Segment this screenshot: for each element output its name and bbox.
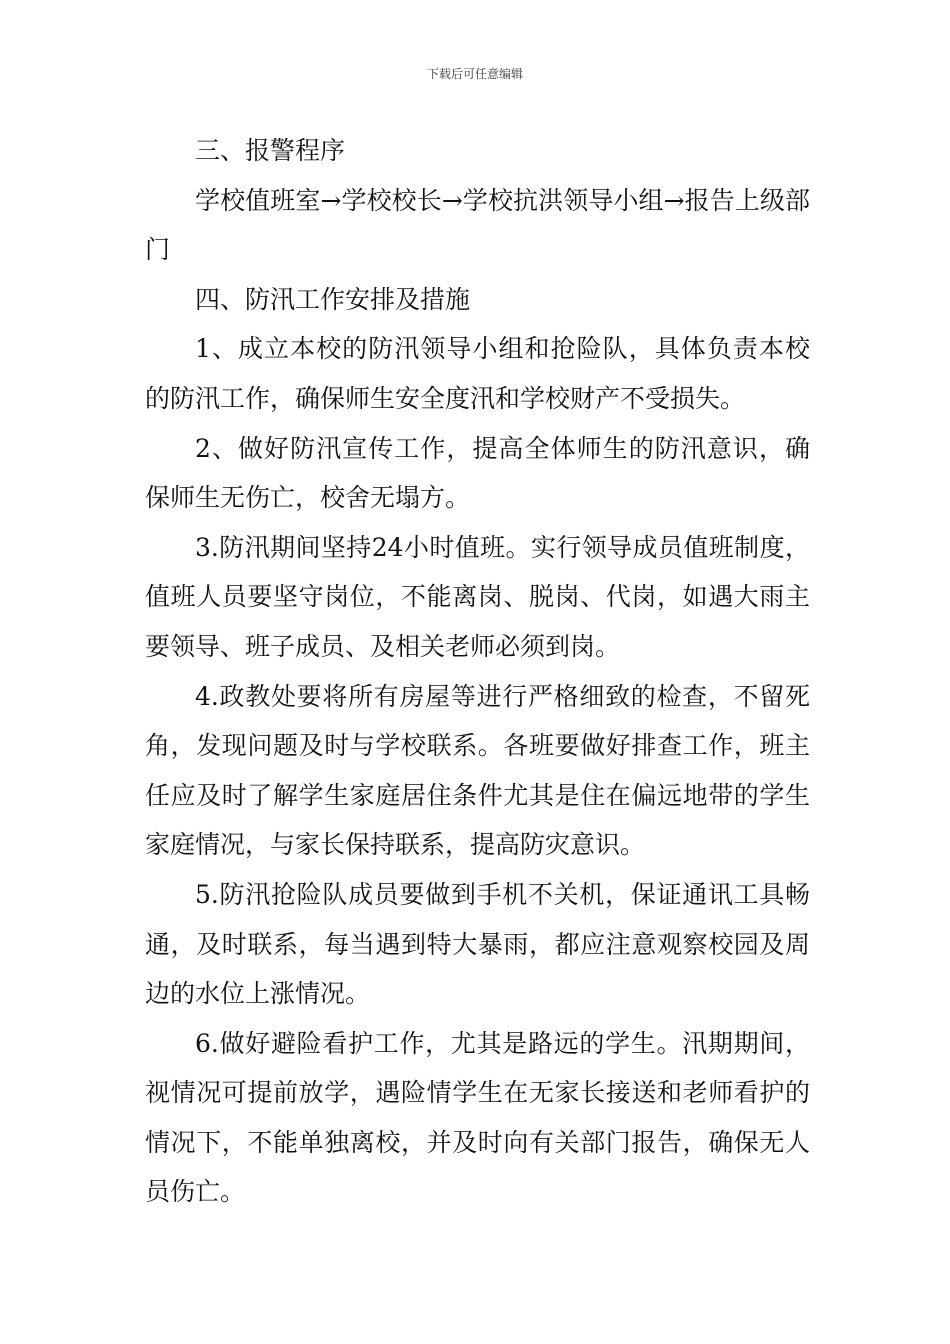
measure-item-1: 1、成立本校的防汛领导小组和抢险队，具体负责本校的防汛工作，确保师生安全度汛和学校财产不受损失。 (145, 334, 810, 413)
measure-item-3: 3.防汛期间坚持24小时值班。实行领导成员值班制度，值班人员要坚守岗位，不能离岗、脱岗、代岗，如遇大雨主要领导、班子成员、及相关老师必须到岗。 (145, 532, 810, 661)
measure-item-6: 6.做好避险看护工作，尤其是路远的学生。汛期期间，视情况可提前放学，遇险情学生在无家长接送和老师看护的情况下，不能单独离校，并及时向有关部门报告，确保无人员伤亡。 (145, 1028, 810, 1207)
measure-item-4: 4.政教处要将所有房屋等进行严格细致的检查，不留死角，发现问题及时与学校联系。各班要做好排查工作，班主任应及时了解学生家庭居住条件尤其是住在偏远地带的学生家庭情况，与家长保持联系，提高防灾意识。 (145, 681, 810, 860)
measure-item-5: 5.防汛抢险队成员要做到手机不关机，保证通讯工具畅通，及时联系，每当遇到特大暴雨，都应注意观察校园及周边的水位上涨情况。 (145, 879, 810, 1009)
document-body (145, 126, 810, 1217)
section-heading-alarm-procedure: 三、报警程序 (195, 136, 346, 165)
alarm-procedure-chain: 学校值班室→学校校长→学校抗洪领导小组→报告上级部门 (145, 185, 810, 265)
page-header-note: 下载后可任意编辑 (426, 67, 523, 81)
section-heading-flood-measures: 四、防汛工作安排及措施 (195, 284, 471, 314)
measure-item-2: 2、做好防汛宣传工作，提高全体师生的防汛意识，确保师生无伤亡，校舍无塌方。 (145, 433, 810, 513)
